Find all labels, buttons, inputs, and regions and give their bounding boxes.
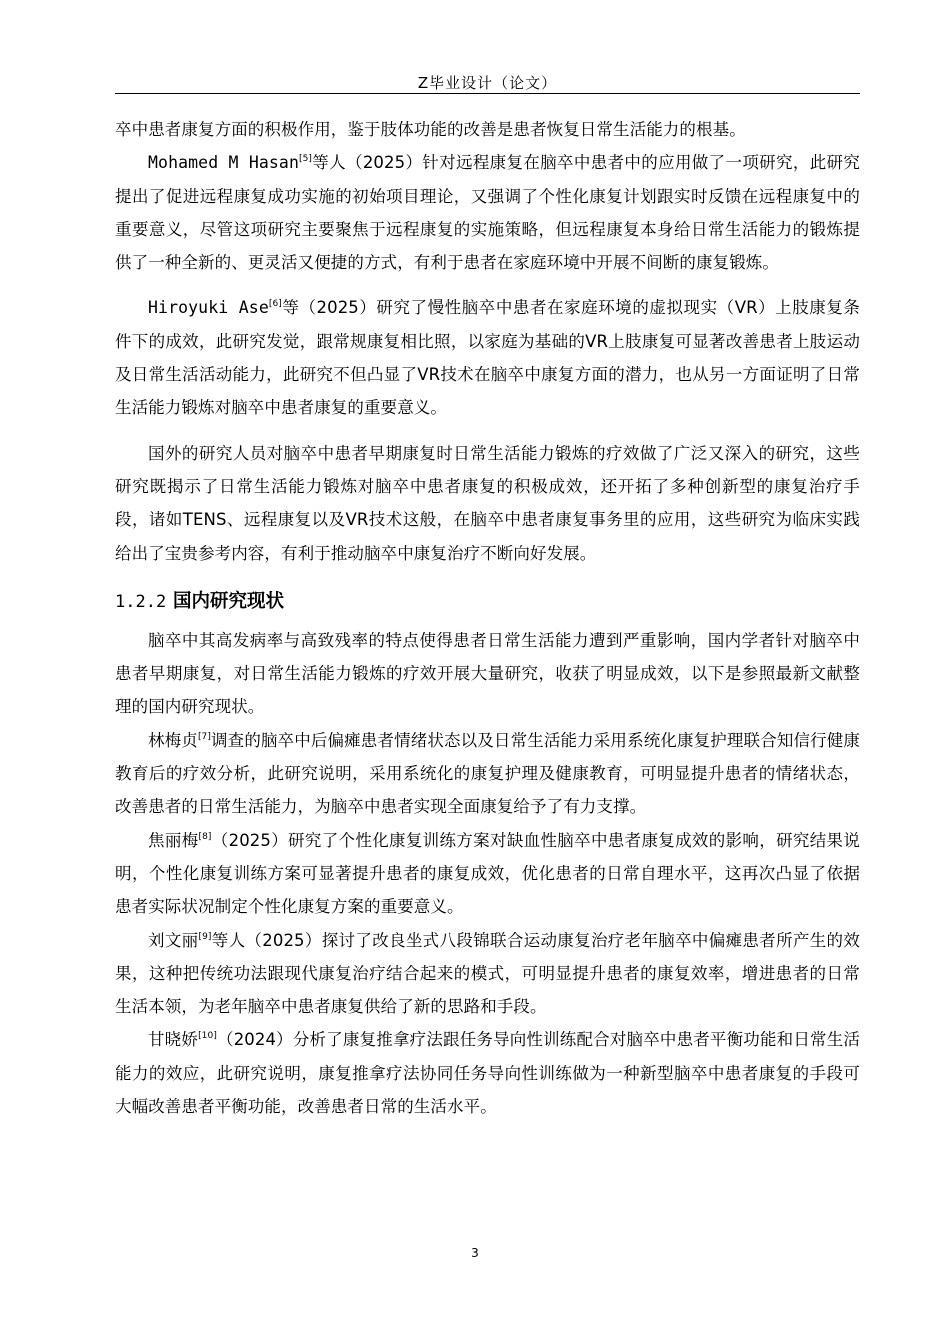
section-title: 国内研究现状: [173, 590, 285, 612]
paragraph: 国外的研究人员对脑卒中患者早期康复时日常生活能力锻炼的疗效做了广泛又深入的研究，这些研究既揭示了日常生活能力锻炼对脑卒中患者康复的积极成效，还开拓了多种创新型的康复治疗手段，诸如TENS、远程康复以及VR技术这般，在脑卒中患者康复事务里的应用，这些研究为临床实践给出了宝贵参考内容，有利于推动脑卒中康复治疗不断向好发展。: [115, 443, 860, 563]
page-number: 3: [471, 1246, 479, 1260]
page-body: [115, 113, 860, 1123]
paragraph: 甘晓娇[10]（2024）分析了康复推拿疗法跟任务导向性训练配合对脑卒中患者平衡功能和日常生活能力的效应，此研究说明，康复推拿疗法协同任务导向性训练做为一种新型脑卒中患者康复的手段可大幅改善患者平衡功能，改善患者日常的生活水平。: [115, 1030, 860, 1117]
header-rule: [115, 93, 860, 94]
page-header-title: Z毕业设计（论文）: [417, 74, 558, 92]
section-number: 1.2.2: [115, 591, 167, 612]
paragraph: Mohamed M Hasan[5]等人（2025）针对远程康复在脑卒中患者中的应用做了一项研究，此研究提出了促进远程康复成功实施的初始项目理论，又强调了个性化康复计划跟实时反馈在远程康复中的重要意义，尽管这项研究主要聚焦于远程康复的实施策略，但远程康复本身给日常生活能力的锻炼提供了一种全新的、更灵活又便捷的方式，有利于患者在家庭环境中开展不间断的康复锻炼。: [115, 153, 860, 273]
citation-ref: [10]: [198, 1031, 217, 1042]
section-heading: [115, 586, 860, 618]
citation-ref: [5]: [299, 154, 313, 165]
paragraph: Hiroyuki Ase[6]等（2025）研究了慢性脑卒中患者在家庭环境的虚拟现实（VR）上肢康复条件下的成效，此研究发觉，跟常规康复相比照，以家庭为基础的VR上肢康复可显著改善患者上肢运动及日常生活活动能力，此研究不但凸显了VR技术在脑卒中康复方面的潜力，也从另一方面证明了日常生活能力锻炼对脑卒中患者康复的重要意义。: [115, 298, 861, 418]
paragraph: 焦丽梅[8]（2025）研究了个性化康复训练方案对缺血性脑卒中患者康复成效的影响，研究结果说明，个性化康复训练方案可显著提升患者的康复成效，优化患者的日常自理水平，这再次凸显了依据患者实际状况制定个性化康复方案的重要意义。: [115, 830, 860, 917]
paragraph: 刘文丽[9]等人（2025）探讨了改良坐式八段锦联合运动康复治疗老年脑卒中偏瘫患者所产生的效果，这种把传统功法跟现代康复治疗结合起来的模式，可明显提升患者的康复效率，增进患者的日常生活本领，为老年脑卒中患者康复供给了新的思路和手段。: [115, 930, 860, 1017]
citation-ref: [8]: [198, 831, 212, 842]
citation-ref: [9]: [198, 931, 212, 942]
citation-ref: [6]: [268, 299, 282, 310]
citation-ref: [7]: [197, 731, 211, 742]
paragraph: 脑卒中其高发病率与高致残率的特点使得患者日常生活能力遭到严重影响，国内学者针对脑卒中患者早期康复，对日常生活能力锻炼的疗效开展大量研究，收获了明显成效，以下是参照最新文献整理的国内研究现状。: [115, 630, 860, 717]
paragraph: 林梅贞[7]调查的脑卒中后偏瘫患者情绪状态以及日常生活能力采用系统化康复护理联合知信行健康教育后的疗效分析，此研究说明，采用系统化的康复护理及健康教育，可明显提升患者的情绪状态，改善患者的日常生活能力，为脑卒中患者实现全面康复给予了有力支撑。: [115, 730, 860, 817]
paragraph: 卒中患者康复方面的积极作用，鉴于肢体功能的改善是患者恢复日常生活能力的根基。: [115, 120, 746, 139]
